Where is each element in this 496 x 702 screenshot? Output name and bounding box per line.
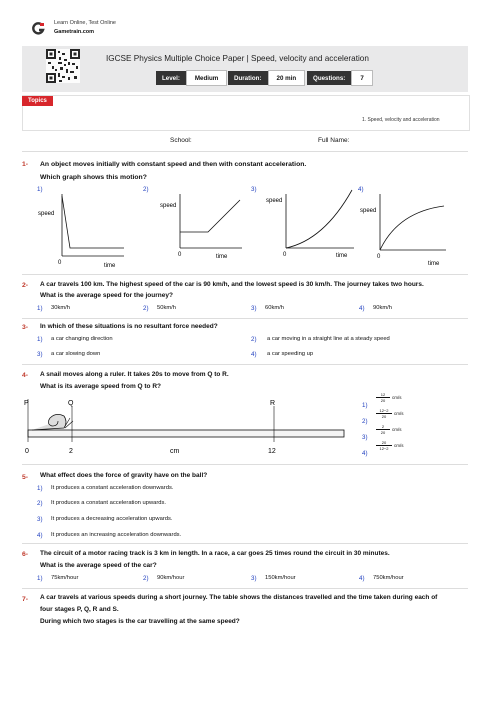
fraction-denominator: 20 (380, 398, 386, 403)
option-number[interactable]: 4) (251, 351, 257, 358)
duration-label: Duration: (228, 71, 268, 85)
question-number: 2- (22, 282, 29, 289)
question-text: What effect does the force of gravity have on the ball? (40, 472, 208, 479)
graph-3-origin: 0 (283, 252, 287, 258)
graph-3-xlabel: time (336, 253, 348, 259)
option-text[interactable]: a car changing direction (51, 336, 113, 342)
graph-4-ylabel: speed (360, 208, 377, 214)
graph-3-line (286, 190, 352, 248)
question-number: 4- (22, 372, 29, 379)
graph-2-origin: 0 (178, 252, 182, 258)
question-text: In which of these situations is no resultant force needed? (40, 323, 218, 330)
ruler-tick-0: 0 (25, 448, 29, 455)
divider (22, 464, 468, 465)
question-text: What is its average speed from Q to R? (40, 383, 161, 390)
option-number[interactable]: 1) (37, 186, 43, 193)
duration-value: 20 min (268, 70, 306, 86)
graph-3-ylabel: speed (266, 198, 283, 204)
answer-options (37, 485, 337, 541)
answer-options (362, 394, 462, 458)
fraction-numerator: 20 (376, 440, 392, 446)
graph-1-line (62, 196, 124, 248)
option-number[interactable]: 2) (143, 186, 149, 193)
option-number[interactable]: 3) (251, 305, 257, 312)
question-text: What is the average speed of the car? (40, 562, 157, 569)
option-unit: cm/s (392, 427, 402, 432)
speed-time-graph-3[interactable] (264, 188, 364, 272)
ruler-label-q: Q (68, 400, 74, 407)
option-number[interactable]: 4) (359, 575, 365, 582)
answer-options (37, 305, 457, 315)
speed-time-graph-4[interactable] (358, 188, 458, 272)
option-number[interactable]: 2) (143, 305, 149, 312)
graph-4-origin: 0 (377, 254, 381, 260)
fraction-denominator: 20 (380, 430, 386, 435)
option-number[interactable]: 2) (251, 336, 257, 343)
graph-1-ylabel: speed (38, 211, 55, 217)
option-number[interactable]: 1) (37, 336, 43, 343)
option-number[interactable]: 2) (143, 575, 149, 582)
question-number: 3- (22, 324, 29, 331)
option-unit: cm/s (394, 443, 404, 448)
brand-site[interactable]: Gametrain.com (54, 29, 95, 35)
option-unit: cm/s (394, 411, 404, 416)
graph-2-ylabel: speed (160, 203, 177, 209)
speed-time-graph-1[interactable] (36, 188, 136, 272)
divider (22, 318, 468, 319)
qr-code (46, 49, 80, 83)
option-text[interactable]: It produces a decreasing acceleration upwards. (51, 516, 173, 522)
question-text: A snail moves along a ruler. It takes 20s to move from Q to R. (40, 371, 229, 378)
graph-2-xlabel: time (216, 254, 228, 260)
snail-icon (32, 414, 73, 430)
paper-header (22, 46, 468, 92)
question-number: 6- (22, 551, 29, 558)
option-number[interactable]: 3) (251, 186, 257, 193)
option-number[interactable]: 4) (359, 305, 365, 312)
graph-1-origin: 0 (58, 260, 62, 266)
question-text: What is the average speed for the journey? (40, 292, 173, 299)
question-text: The circuit of a motor racing track is 3 km in length. In a race, a car goes 25 times round the circuit in 30 minutes. (40, 550, 390, 557)
topic-item: 1. Speed, velocity and acceleration (362, 117, 440, 123)
divider (22, 543, 468, 544)
question-number: 5- (22, 474, 29, 481)
question-number: 1- (22, 161, 29, 168)
fraction-numerator: 12−2 (376, 408, 392, 414)
ruler-label-r: R (270, 400, 276, 407)
option-text[interactable]: a car moving in a straight line at a steady speed (267, 336, 390, 342)
ruler-label-p: P (24, 400, 29, 407)
question-text: four stages P, Q, R and S. (40, 606, 119, 613)
option-number[interactable]: 4) (358, 186, 364, 193)
divider (22, 274, 468, 275)
questions-label: Questions: (307, 71, 351, 85)
question-text: During which two stages is the car travelling at the same speed? (40, 618, 240, 625)
option-number[interactable]: 3) (251, 575, 257, 582)
option-text[interactable]: It produces a constant acceleration upwards. (51, 500, 167, 506)
option-number[interactable]: 1) (37, 305, 43, 312)
question-text: A car travels at various speeds during a short journey. The table shows the distances travelled and the time taken during each of (40, 594, 438, 601)
speed-time-graph-2[interactable] (156, 188, 256, 272)
option-number[interactable]: 4) (362, 450, 368, 457)
ruler-unit: cm (170, 448, 180, 455)
answer-options (37, 336, 457, 362)
graph-4-xlabel: time (428, 261, 440, 267)
option-number[interactable]: 2) (362, 418, 368, 425)
duration-badge (228, 71, 305, 85)
option-number[interactable]: 2) (37, 500, 43, 507)
answer-options (37, 575, 457, 585)
option-text[interactable]: It produces an increasing acceleration downwards. (51, 532, 182, 538)
question-text: Which graph shows this motion? (40, 174, 147, 181)
ruler-tick-2: 2 (69, 448, 73, 455)
question-number: 7- (22, 596, 29, 603)
graph-1-xlabel: time (104, 263, 116, 269)
option-number[interactable]: 3) (37, 516, 43, 523)
option-text[interactable]: 60km/h (265, 305, 285, 311)
option-number[interactable]: 1) (362, 402, 368, 409)
brand-logo (31, 22, 45, 36)
option-text[interactable]: 90km/hour (157, 575, 185, 581)
option-text[interactable]: 50km/h (157, 305, 177, 311)
ruler-diagram (20, 394, 350, 456)
option-text[interactable]: 150km/hour (265, 575, 296, 581)
questions-value: 7 (351, 70, 372, 86)
level-label: Level: (156, 71, 186, 85)
fraction-denominator: 12−2 (379, 446, 389, 451)
graph-4-line (380, 206, 444, 250)
level-value: Medium (186, 70, 227, 86)
topics-box (22, 95, 470, 131)
fraction-numerator: 12 (376, 392, 390, 398)
option-number[interactable]: 3) (362, 434, 368, 441)
option-number[interactable]: 4) (37, 532, 43, 539)
option-number[interactable]: 1) (37, 575, 43, 582)
option-unit: cm/s (392, 395, 402, 400)
ruler-tick-12: 12 (268, 448, 276, 455)
full-name-label: Full Name: (318, 137, 350, 144)
brand-tagline: Learn Online, Test Online (54, 20, 116, 26)
fraction-numerator: 2 (376, 424, 390, 430)
option-text[interactable]: It produces a constant acceleration downwards. (51, 485, 174, 491)
divider (22, 151, 468, 152)
divider (22, 588, 468, 589)
option-number[interactable]: 3) (37, 351, 43, 358)
question-text: A car travels 100 km. The highest speed of the car is 90 km/h, and the lowest speed is 30 km/h. The journey takes two hours. (40, 281, 424, 288)
topics-tag: Topics (22, 96, 53, 106)
fraction-denominator: 20 (381, 414, 387, 419)
option-text[interactable]: a car slowing down (51, 351, 101, 357)
option-number[interactable]: 1) (37, 485, 43, 492)
option-text[interactable]: 75km/hour (51, 575, 79, 581)
level-badge (156, 71, 227, 85)
graph-2-line (180, 200, 240, 232)
paper-title: IGCSE Physics Multiple Choice Paper | Speed, velocity and acceleration (106, 54, 369, 63)
option-text[interactable]: a car speeding up (267, 351, 314, 357)
gametrain-logo-icon (31, 22, 45, 36)
question-text: An object moves initially with constant speed and then with constant acceleration. (40, 161, 307, 168)
option-text[interactable]: 30km/h (51, 305, 71, 311)
divider (22, 364, 468, 365)
option-text[interactable]: 750km/hour (373, 575, 404, 581)
option-text[interactable]: 90km/h (373, 305, 393, 311)
school-label: School: (170, 137, 192, 144)
questions-badge (307, 71, 373, 85)
fraction-option[interactable] (362, 440, 404, 460)
